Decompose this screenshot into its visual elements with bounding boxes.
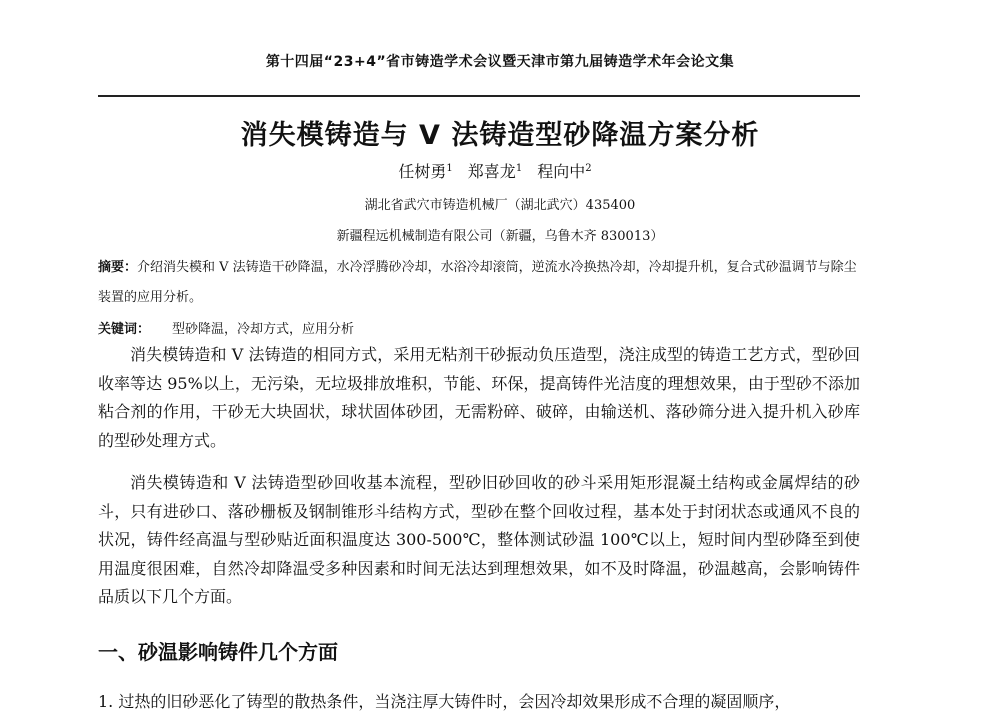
- abstract: [98, 253, 860, 313]
- keywords-text: 型砂降温，冷却方式，应用分析: [172, 322, 355, 337]
- affiliation-1: 湖北省武穴市铸造机械厂（湖北武穴）435400: [364, 198, 636, 213]
- author-name: 程向中: [537, 162, 586, 181]
- author-name: 任树勇: [398, 162, 447, 181]
- keywords-label: 关键词：: [98, 322, 151, 337]
- author-affiliation-mark: 1: [446, 162, 453, 174]
- author-affiliation-mark: 1: [515, 162, 523, 174]
- author-name: 郑喜龙: [467, 162, 516, 181]
- author-affiliation-mark: 2: [585, 162, 592, 174]
- header-rule: [98, 95, 860, 97]
- affiliation-2: 新疆程远机械制造有限公司（新疆，乌鲁木齐 830013）: [336, 229, 664, 244]
- body-paragraph-1: 消失模铸造和 V 法铸造的相同方式，采用无粘剂干砂振动负压造型，浇注成型的铸造工艺方式，型砂回收率等达 95%以上，无污染，无垃圾排放堆积，节能、环保，提高铸件光洁度的理想效果，由于型砂不添加粘合剂的作用，干砂无大块固状，球状固体砂团，无需粉碎、破碎，由输送机、落砂筛分进入提升机入砂库的型砂处理方式。: [98, 345, 860, 450]
- section-heading: 一、砂温影响铸件几个方面: [98, 640, 338, 664]
- body-paragraph-2: 消失模铸造和 V 法铸造型砂回收基本流程，型砂旧砂回收的砂斗采用矩形混凝土结构或金属焊结的砂斗，只有进砂口、落砂栅板及钢制锥形斗结构方式，型砂在整个回收过程，基本处于封闭状态或通风不良的状况，铸件经高温与型砂贴近面积温度达 300-500℃，整体测试砂温 100℃以上，短时间内型砂降至到使用温度很困难，自然冷却降温受多种因素和时间无法达到理想效果，如不及时降温，砂温越高，会影响铸件品质以下几个方面。: [98, 473, 860, 606]
- running-header: 第十四届“23+4”省市铸造学术会议暨天津市第九届铸造学术年会论文集: [265, 54, 735, 70]
- author-list: [0, 159, 1000, 182]
- abstract-label: 摘要：: [98, 260, 138, 275]
- abstract-text: 介绍消失模和 V 法铸造干砂降温，水冷浮腾砂冷却，水浴冷却滚筒，逆流水冷换热冷却，冷却提升机，复合式砂温调节与除尘装置的应用分析。: [98, 260, 857, 305]
- paper-title: 消失模铸造与 V 法铸造型砂降温方案分析: [240, 120, 760, 151]
- list-item-partial: 1. 过热的旧砂恶化了铸型的散热条件，当浇注厚大铸件时，会因冷却效果形成不合理的凝固顺序，: [98, 692, 791, 711]
